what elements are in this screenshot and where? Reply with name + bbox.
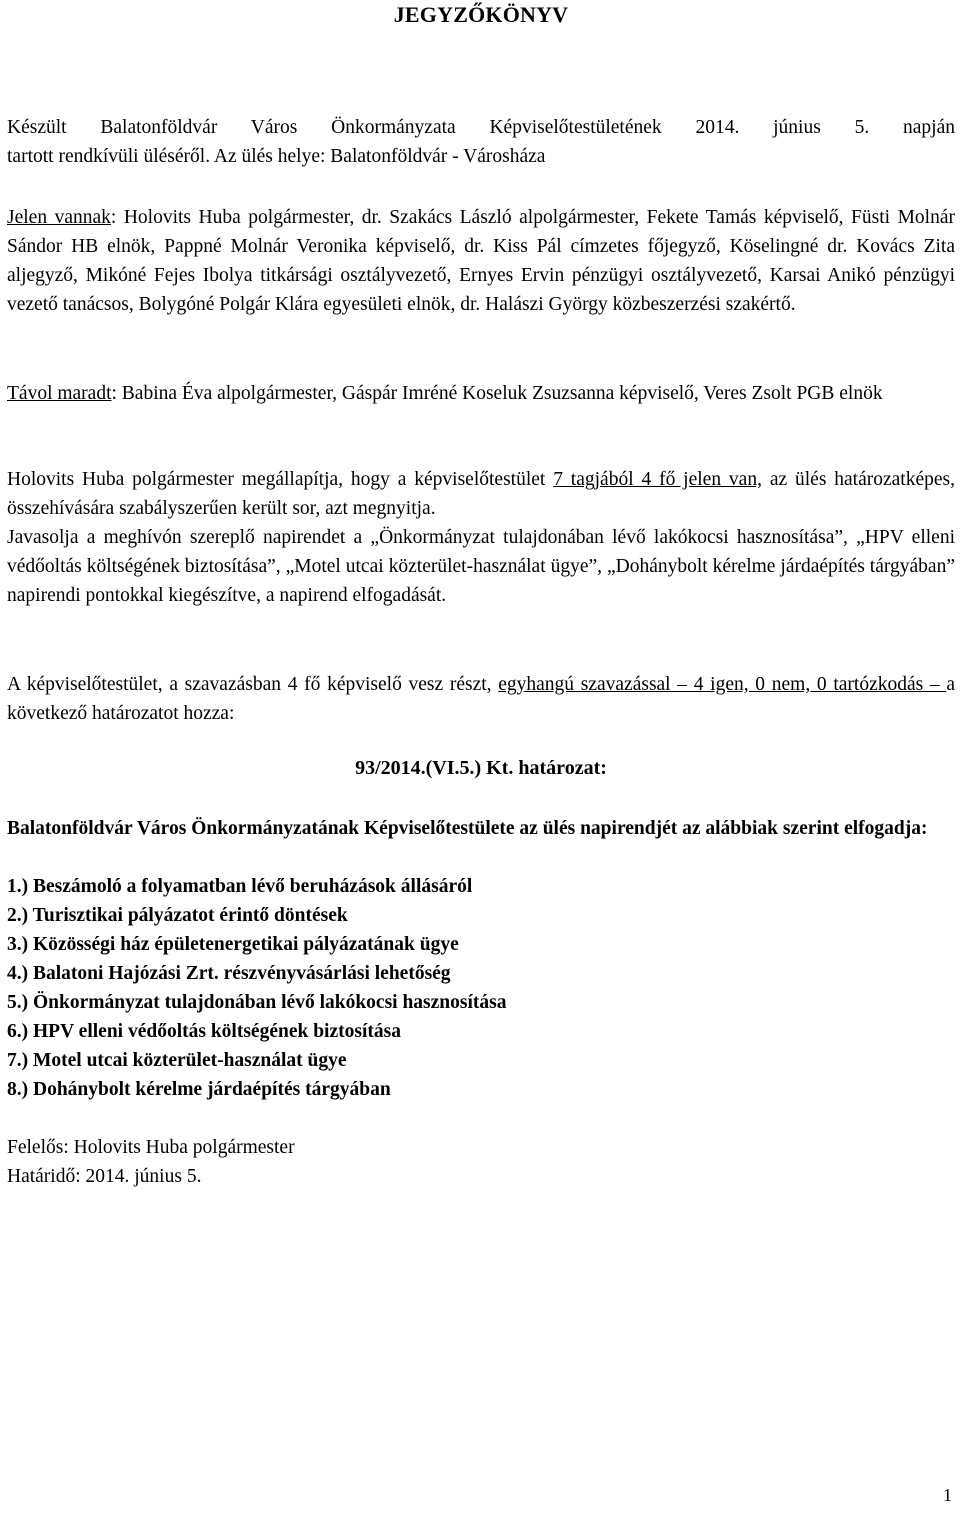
agenda-item-5: 5.) Önkormányzat tulajdonában lévő lakókocsi hasznosítása bbox=[7, 992, 507, 1013]
absent-label: Távol maradt bbox=[7, 383, 112, 404]
proposal-paragraph: Javasolja a meghívón szereplő napirendet a „Önkormányzat tulajdonában lévő lakókocsi hasznosítása”, „HPV elleni védőoltás költségének biztosítása”, „Motel utcai közterület-használat ügye”, „Dohánybolt kérelme járdaépítés tárgyában” napirendi pontokkal kiegészítve, a napirend elfogadását. bbox=[7, 527, 955, 606]
page-number: 1 bbox=[943, 1485, 952, 1505]
agenda-item-8: 8.) Dohánybolt kérelme járdaépítés tárgyában bbox=[7, 1079, 391, 1100]
agenda-item-7: 7.) Motel utcai közterület-használat ügye bbox=[7, 1050, 347, 1071]
absent-paragraph bbox=[7, 379, 955, 408]
vote-text-2: a következő határozatot hozza: bbox=[7, 674, 956, 724]
responsible-line: Felelős: Holovits Huba polgármester bbox=[7, 1137, 295, 1158]
vote-paragraph bbox=[7, 670, 955, 728]
vote-result: egyhangú szavazással – 4 igen, 0 nem, 0 tartózkodás – bbox=[498, 674, 947, 695]
deadline-line: Határidő: 2014. június 5. bbox=[7, 1166, 202, 1187]
absent-text: : Babina Éva alpolgármester, Gáspár Imréné Koseluk Zsuzsanna képviselő, Veres Zsolt PGB elnök bbox=[111, 383, 883, 404]
resolution-intro: Balatonföldvár Város Önkormányzatának Képviselőtestülete az ülés napirendjét az alábbiak szerint elfogadja: bbox=[7, 818, 928, 839]
present-text: : Holovits Huba polgármester, dr. Szakács László alpolgármester, Fekete Tamás képviselő, Füsti Molnár Sándor HB elnök, Pappné Molnár Veronika képviselő, dr. Kiss Pál címzetes főjegyző, Köselingné dr. Kovács Zita aljegyző, Mikóné Fejes Ibolya titkársági osztályvezető, Ernyes Ervin pénzügyi osztályvezető, Karsai Anikó pénzügyi vezető tanácsos, Bolygóné Polgár Klára egyesületi elnök, dr. Halászi György közbeszerzési szakértő. bbox=[7, 207, 955, 315]
opening-text-1: Holovits Huba polgármester megállapítja, hogy a képviselőtestület bbox=[7, 469, 554, 490]
intro-line-2: tartott rendkívüli üléséről. Az ülés helye: Balatonföldvár - Városháza bbox=[7, 146, 546, 167]
opening-text-2: az ülés határozatképes, összehívására szabályszerűen került sor, azt megnyitja. bbox=[7, 469, 955, 519]
document-title: JEGYZŐKÖNYV bbox=[393, 2, 569, 27]
agenda-item-3: 3.) Közösségi ház épületenergetikai pályázatának ügye bbox=[7, 934, 459, 955]
opening-quorum: 7 tagjából 4 fő jelen van, bbox=[553, 469, 762, 490]
intro-line-1: Készült Balatonföldvár Város Önkormányzata Képviselőtestületének 2014. június 5. napján bbox=[7, 117, 955, 138]
opening-paragraph bbox=[7, 465, 955, 523]
agenda-item-2: 2.) Turisztikai pályázatot érintő döntések bbox=[7, 905, 348, 926]
present-paragraph bbox=[7, 203, 955, 319]
vote-text-1: A képviselőtestület, a szavazásban 4 fő képviselő vesz részt, bbox=[7, 674, 499, 695]
present-label: Jelen vannak bbox=[7, 207, 111, 228]
intro-paragraph bbox=[7, 113, 955, 171]
agenda-item-4: 4.) Balatoni Hajózási Zrt. részvényvásárlási lehetőség bbox=[7, 963, 451, 984]
agenda-item-6: 6.) HPV elleni védőoltás költségének biztosítása bbox=[7, 1021, 401, 1042]
resolution-number: 93/2014.(VI.5.) Kt. határozat: bbox=[355, 757, 607, 779]
agenda-item-1: 1.) Beszámoló a folyamatban lévő beruházások állásáról bbox=[7, 876, 473, 897]
